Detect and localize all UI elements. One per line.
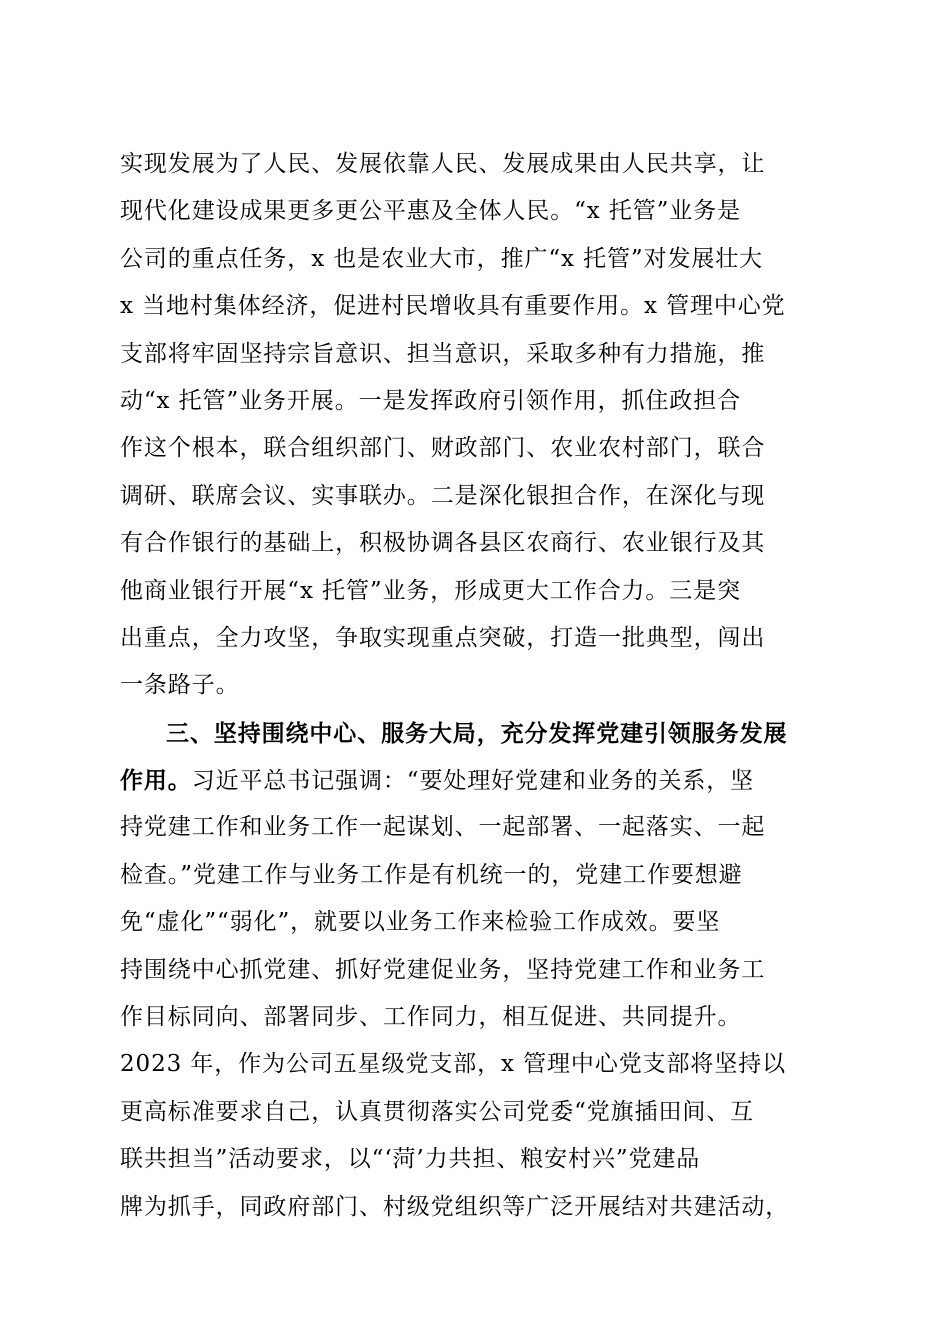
document-body	[120, 141, 830, 1231]
text-line: 调研、联席会议、实事联办。二是深化银担合作，在深化与现	[120, 482, 766, 509]
text-line: 实现发展为了人民、发展依靠人民、发展成果由人民共享，让	[120, 151, 766, 177]
text-line: 支部将牢固坚持宗旨意识、担当意识，采取多种有力措施，推	[120, 340, 766, 367]
text-line: 动“x 托管”业务开展。一是发挥政府引领作用，抓住政担合	[120, 387, 741, 414]
text-line: 联共担当”活动要求，以“‘菏’力共担、粮安村兴”党建品	[120, 1146, 701, 1173]
text-line: 有合作银行的基础上，积极协调各县区农商行、农业银行及其	[120, 530, 766, 557]
text-line: x 当地村集体经济，促进村民增收具有重要作用。x 管理中心党	[120, 293, 786, 320]
text-line: 他商业银行开展“x 托管”业务，形成更大工作合力。三是突	[120, 577, 741, 604]
text-line: 牌为抓手，同政府部门、村级党组织等广泛开展结对共建活动，	[120, 1193, 790, 1220]
text-line: 检查。”党建工作与业务工作是有机统一的，党建工作要想避	[120, 861, 743, 888]
text-line: 作这个根本，联合组织部门、财政部门、农业农村部门，联合	[120, 435, 766, 462]
paragraph-1	[120, 141, 830, 710]
paragraph-2	[120, 710, 830, 1231]
section-heading: 三、坚持围绕中心、服务大局，充分发挥党建引领服务发展	[166, 719, 788, 747]
text-line	[120, 757, 830, 804]
text-line: 更高标准要求自己，认真贯彻落实公司党委“党旗插田间、互	[120, 1098, 755, 1125]
text-span: 习近平总书记强调：“要处理好党建和业务的关系，坚	[191, 768, 755, 795]
text-line: 2023 年，作为公司五星级党支部，x 管理中心党支部将坚持以	[120, 1051, 787, 1078]
text-line: 现代化建设成果更多更公平惠及全体人民。“x 托管”业务是	[120, 198, 741, 225]
text-line: 一条路子。	[120, 672, 240, 699]
text-line: 出重点，全力攻坚，争取实现重点突破，打造一批典型，闯出	[120, 624, 766, 651]
text-line: 持围绕中心抓党建、抓好党建促业务，坚持党建工作和业务工	[120, 956, 766, 983]
text-line: 持党建工作和业务工作一起谋划、一起部署、一起落实、一起	[120, 814, 766, 841]
text-line: 作目标同向、部署同步、工作同力，相互促进、共同提升。	[120, 1004, 742, 1031]
text-line: 免“虚化”“弱化”，就要以业务工作来检验工作成效。要坚	[120, 909, 721, 936]
text-line: 公司的重点任务，x 也是农业大市，推广“x 托管”对发展壮大	[120, 245, 764, 272]
section-heading-end: 作用。	[120, 767, 192, 795]
